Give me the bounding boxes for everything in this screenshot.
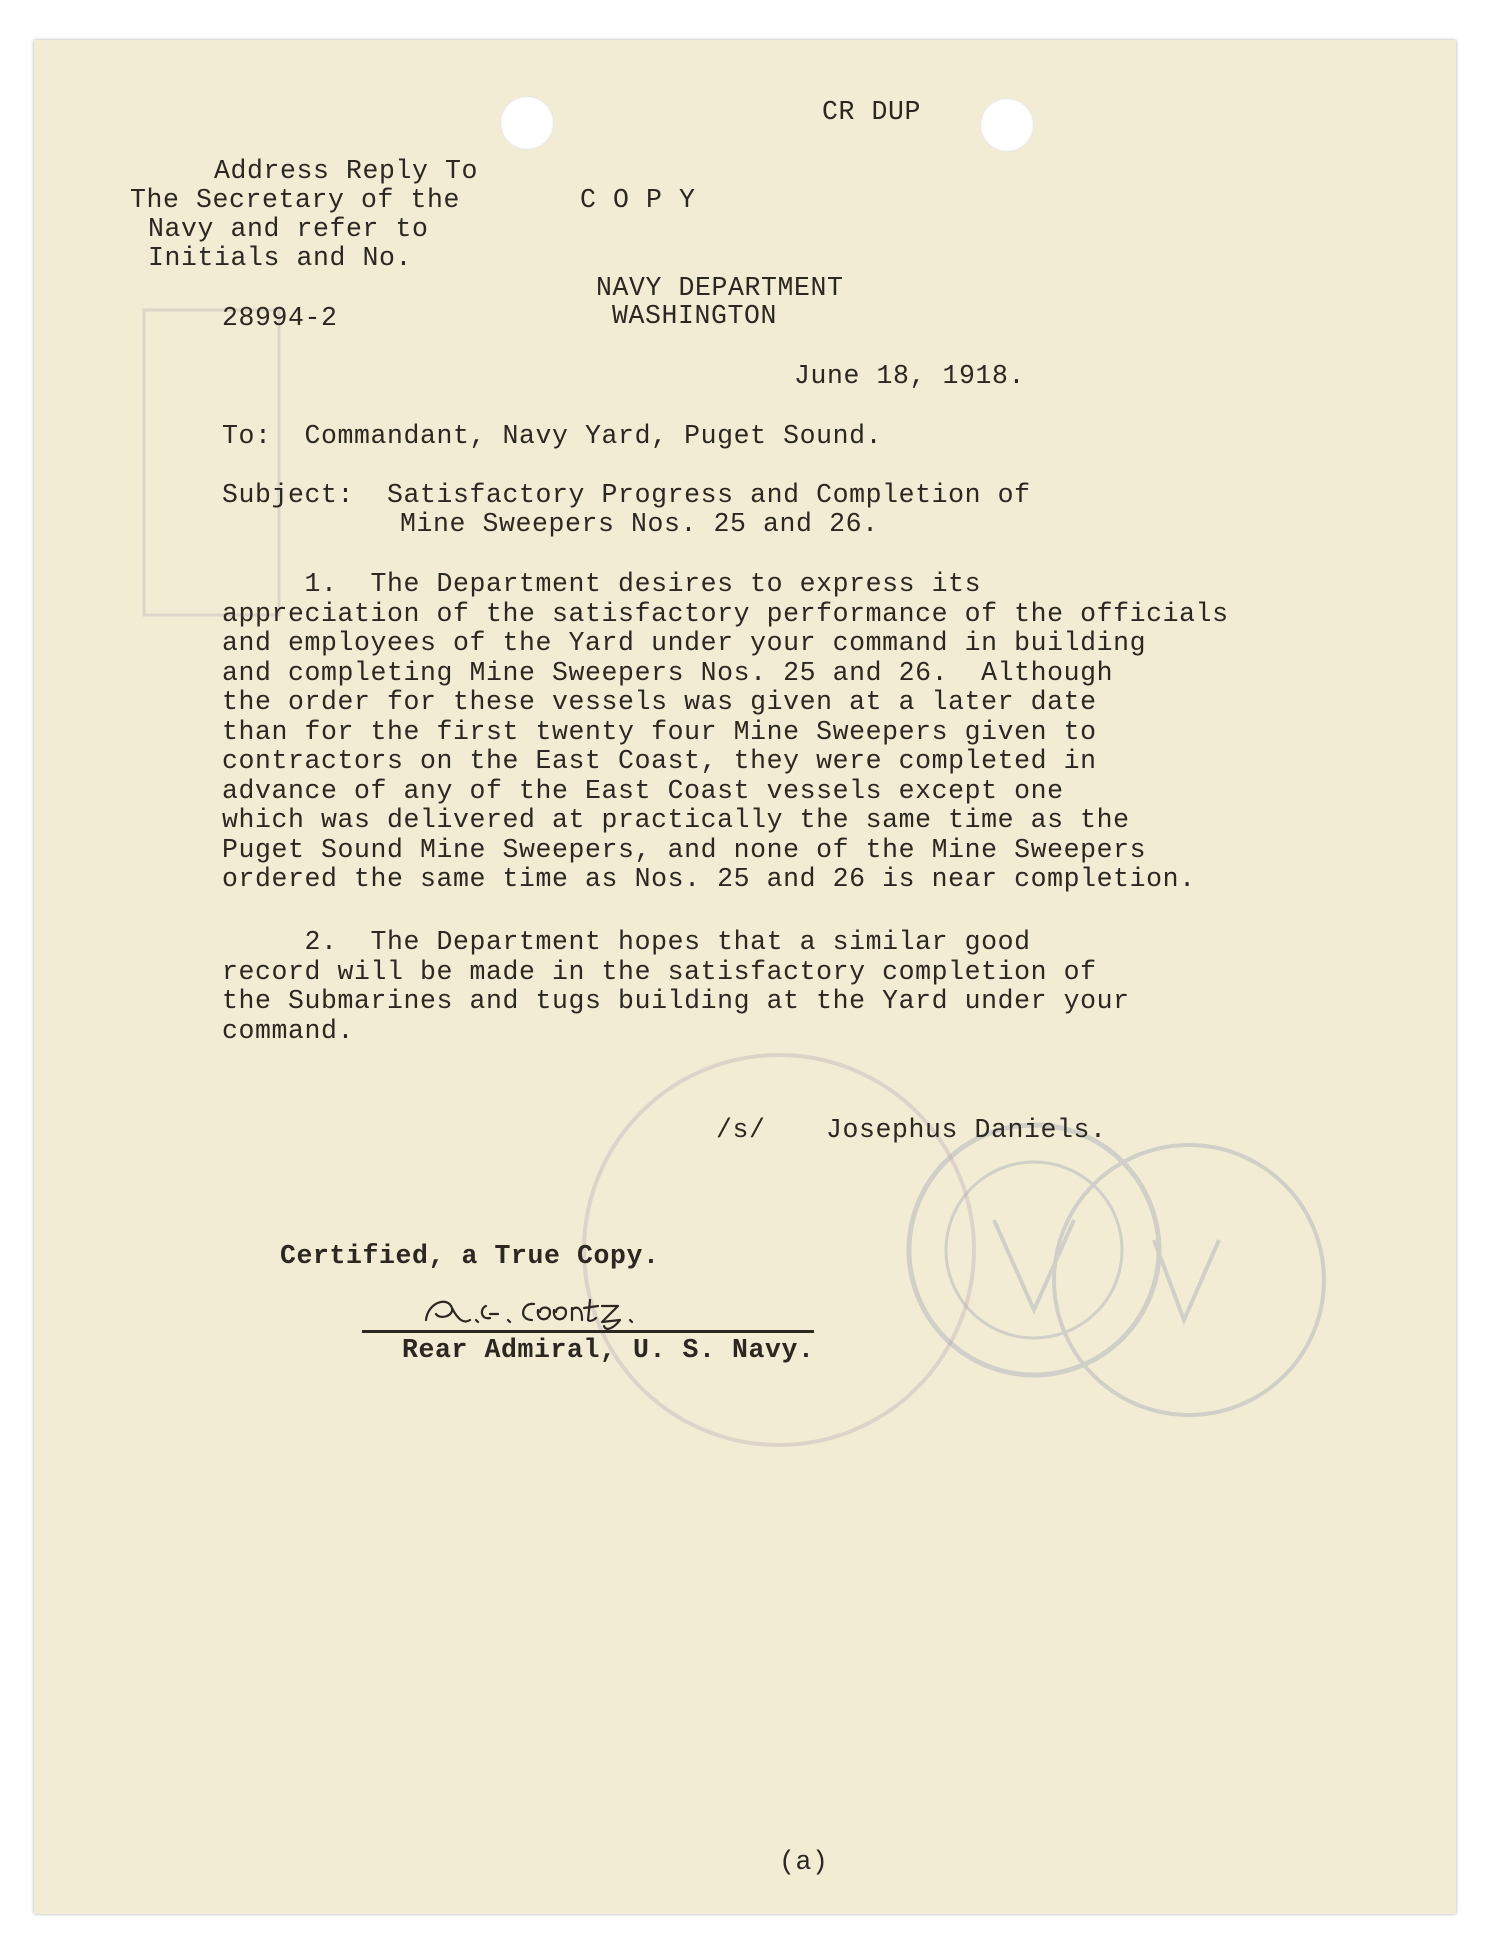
signature-mark: /s/ xyxy=(716,1115,766,1145)
subject-line-2: Mine Sweepers Nos. 25 and 26. xyxy=(400,509,879,539)
paragraph-2-line: command. xyxy=(222,1015,355,1046)
letter-date: June 18, 1918. xyxy=(794,361,1026,391)
department-name: NAVY DEPARTMENT xyxy=(596,273,844,303)
address-line-3: Navy and refer to xyxy=(148,214,429,244)
paragraph-1-line: advance of any of the East Coast vessels except one xyxy=(222,775,1064,806)
address-line-4: Initials and No. xyxy=(148,243,413,273)
certification-line: Certified, a True Copy. xyxy=(280,1241,660,1271)
file-number: 28994-2 xyxy=(222,303,338,333)
paragraph-1-line: contractors on the East Coast, they were completed in xyxy=(222,746,1097,776)
paragraph-1-line: than for the first twenty four Mine Sweepers given to xyxy=(222,716,1097,747)
addressee-line: To: Commandant, Navy Yard, Puget Sound. xyxy=(222,421,883,451)
signatory-name: Josephus Daniels. xyxy=(826,1115,1107,1145)
paragraph-2 xyxy=(222,928,1322,1046)
page-label: (a) xyxy=(779,1847,829,1877)
copy-label: C O P Y xyxy=(580,185,696,215)
file-mark: CR DUP xyxy=(822,97,922,127)
paragraph-2-line: the Submarines and tugs building at the Yard under your xyxy=(222,986,1130,1016)
paragraph-2-line: 2. The Department hopes that a similar good xyxy=(222,927,1031,957)
certifier-title: Rear Admiral, U. S. Navy. xyxy=(402,1335,815,1365)
paragraph-1-line: which was delivered at practically the same time as the xyxy=(222,805,1130,835)
paragraph-1-line: the order for these vessels was given at a later date xyxy=(222,687,1097,717)
signature-rule xyxy=(362,1330,814,1333)
handwritten-signature xyxy=(418,1280,648,1336)
paragraph-2-line: record will be made in the satisfactory completion of xyxy=(222,956,1097,987)
paragraph-1-line: 1. The Department desires to express its xyxy=(222,569,982,599)
paragraph-1-line: appreciation of the satisfactory performance of the officials xyxy=(222,598,1229,629)
subject-line-1: Subject: Satisfactory Progress and Completion of xyxy=(222,480,1031,510)
department-city: WASHINGTON xyxy=(612,301,778,331)
paragraph-1-line: Puget Sound Mine Sweepers, and none of the Mine Sweepers xyxy=(222,834,1147,865)
letter-page xyxy=(34,40,1456,1914)
address-line-1: Address Reply To xyxy=(214,156,479,186)
paragraph-1 xyxy=(222,570,1322,895)
address-line-2: The Secretary of the xyxy=(130,185,461,215)
paragraph-1-line: and completing Mine Sweepers Nos. 25 and 26. Although xyxy=(222,657,1114,688)
paragraph-1-line: ordered the same time as Nos. 25 and 26 is near completion. xyxy=(222,864,1196,894)
paragraph-1-line: and employees of the Yard under your command in building xyxy=(222,628,1147,658)
